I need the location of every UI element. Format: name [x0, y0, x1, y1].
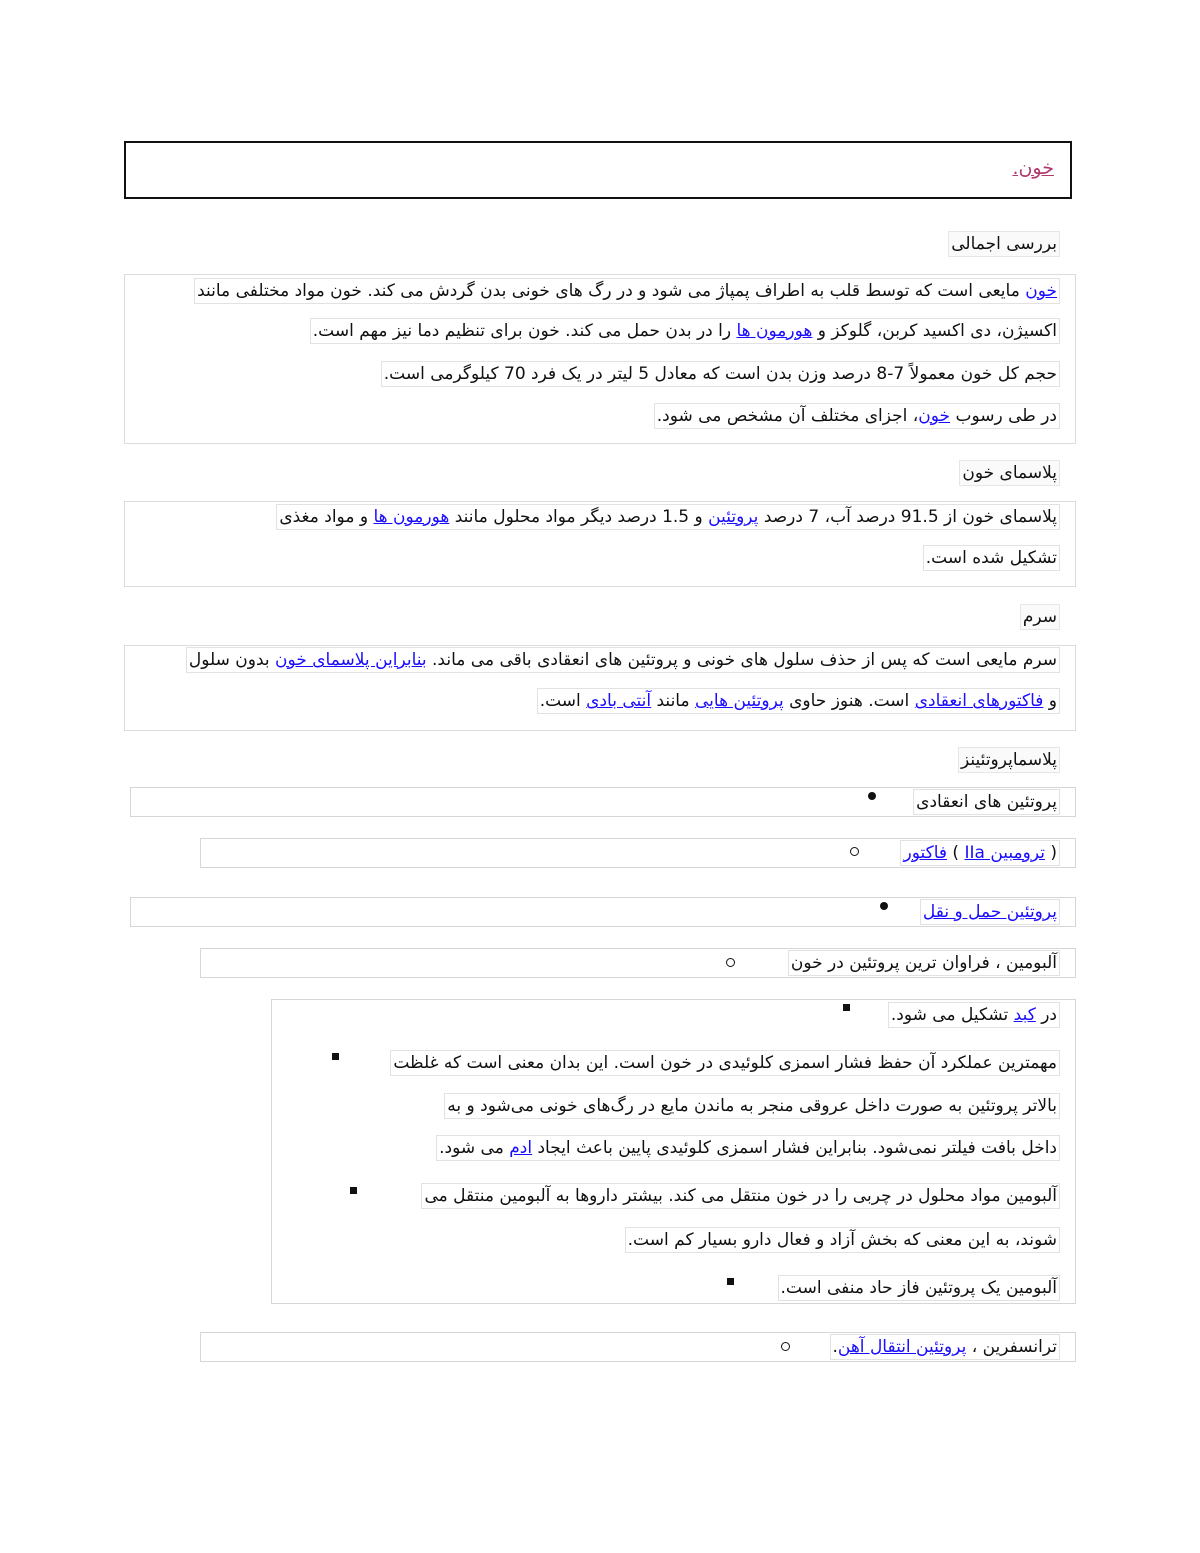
albumin-detail-osmotic-3: داخل بافت فیلتر نمی‌شود. بنابراین فشار اسمزی کلوئیدی پایین باعث ایجاد ادم می شود.: [436, 1138, 1060, 1158]
overview-line-1: خون مایعی است که توسط قلب به اطراف پمپاژ می شود و در رگ های خونی بدن گردش می کند. خون مواد مختلفی مانند: [194, 281, 1060, 301]
link-blood[interactable]: خون: [1025, 281, 1057, 301]
section-heading-plasma-proteins: پلاسماپروتئینز: [958, 750, 1060, 770]
title-box: [124, 141, 1072, 199]
link-hormones-2[interactable]: هورمون ها: [373, 507, 450, 527]
link-factor[interactable]: فاکتور: [903, 843, 948, 863]
link-edema[interactable]: ادم: [509, 1138, 533, 1158]
overview-line-4: در طی رسوب خون، اجزای مختلف آن مشخص می شود.: [654, 406, 1060, 426]
list-item-transport-proteins: [920, 902, 1060, 922]
section-heading-overview: بررسی اجمالی: [948, 234, 1060, 254]
bullet-circle-icon: [850, 847, 859, 856]
page-title: خون.: [1012, 157, 1054, 179]
bullet-square-icon: [350, 1187, 357, 1194]
plasma-line-2: تشکیل شده است.: [923, 548, 1060, 568]
albumin-detail-acute-phase: آلبومین یک پروتئین فاز حاد منفی است.: [778, 1278, 1060, 1298]
bullet-circle-icon: [726, 958, 735, 967]
albumin-detail-transport-1: آلبومین مواد محلول در چربی را در خون منتقل می کند. بیشتر داروها به آلبومین منتقل می: [421, 1186, 1060, 1206]
bullet-disc-icon: [880, 902, 888, 910]
link-antibody[interactable]: آنتی بادی: [586, 691, 652, 711]
section-heading-serum: سرم: [1020, 607, 1060, 627]
link-clotting-factors[interactable]: فاکتورهای انعقادی: [914, 691, 1044, 711]
albumin-detail-transport-2: شوند، به این معنی که بخش آزاد و فعال دارو بسیار کم است.: [625, 1230, 1060, 1250]
overview-line-2: اکسیژن، دی اکسید کربن، گلوکز و هورمون ها را در بدن حمل می کند. خون برای تنظیم دما نیز مهم است.: [310, 321, 1060, 341]
link-transport-protein[interactable]: پروتئین حمل و نقل: [922, 902, 1057, 922]
sublist-item-thrombin: ( ترومبین IIa ) فاکتور: [900, 843, 1060, 863]
link-blood-plasma[interactable]: بنابراین پلاسمای خون: [275, 650, 427, 670]
albumin-detail-osmotic-2: بالاتر پروتئین به صورت داخل عروقی منجر به ماندن مایع در رگ‌های خونی می‌شود و به: [444, 1096, 1060, 1116]
bullet-square-icon: [843, 1004, 850, 1011]
serum-line-1: سرم مایعی است که پس از حذف سلول های خونی و پروتئین های انعقادی باقی می ماند. بنابراین پلاسمای خون بدون سلول: [186, 650, 1060, 670]
link-liver[interactable]: کبد: [1013, 1005, 1036, 1025]
list-item-coagulation-proteins: پروتئین های انعقادی: [913, 792, 1060, 812]
link-iron-transport-protein[interactable]: پروتئین انتقال آهن: [837, 1337, 967, 1357]
link-thrombin[interactable]: ترومبین IIa: [964, 843, 1045, 863]
albumin-detail-liver: در کبد تشکیل می شود.: [888, 1005, 1060, 1025]
bullet-circle-icon: [781, 1342, 790, 1351]
albumin-detail-osmotic-1: مهمترین عملکرد آن حفظ فشار اسمزی کلوئیدی در خون است. این بدان معنی است که غلظت: [390, 1053, 1060, 1073]
bullet-square-icon: [727, 1278, 734, 1285]
link-protein[interactable]: پروتئین: [708, 507, 759, 527]
plasma-line-1: پلاسمای خون از 91.5 درصد آب، 7 درصد پروتئین و 1.5 درصد دیگر مواد محلول مانند هورمون ها و مواد مغذی: [276, 507, 1060, 527]
link-hormones[interactable]: هورمون ها: [736, 321, 813, 341]
overview-line-3: حجم کل خون معمولاً 7-8 درصد وزن بدن است که معادل 5 لیتر در یک فرد 70 کیلوگرمی است.: [381, 364, 1060, 384]
serum-line-2: و فاکتورهای انعقادی است. هنوز حاوی پروتئین هایی مانند آنتی بادی است.: [537, 691, 1060, 711]
bullet-disc-icon: [868, 792, 876, 800]
sublist-item-transferrin: ترانسفرین ، پروتئین انتقال آهن.: [830, 1337, 1061, 1357]
link-proteins[interactable]: پروتئین هایی: [695, 691, 784, 711]
section-heading-plasma: پلاسمای خون: [959, 463, 1060, 483]
link-blood-2[interactable]: خون: [918, 406, 951, 426]
sublist-item-albumin: آلبومین ، فراوان ترین پروتئین در خون: [788, 953, 1060, 973]
bullet-square-icon: [332, 1053, 339, 1060]
